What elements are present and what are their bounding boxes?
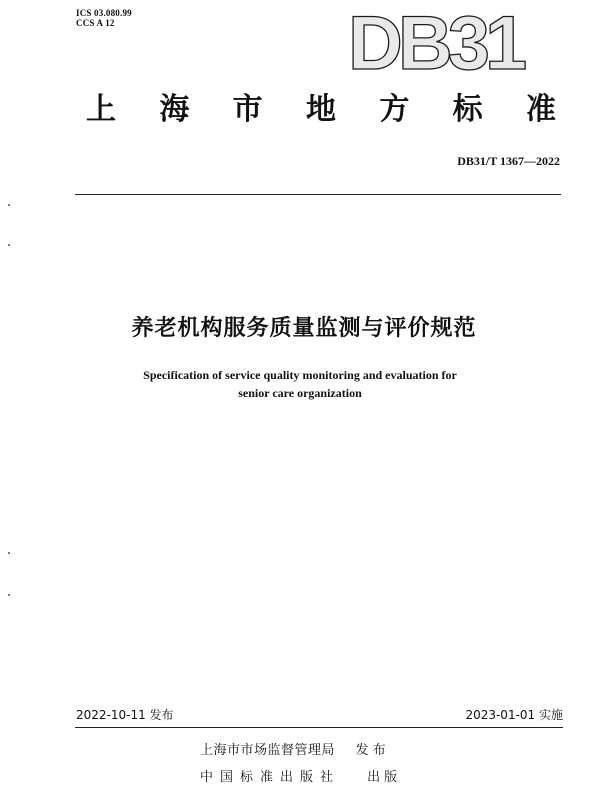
standard-number: DB31/T 1367—2022	[457, 154, 560, 168]
scan-artifact-dot	[8, 204, 10, 206]
top-divider	[75, 194, 561, 195]
bottom-divider	[75, 727, 563, 728]
publisher-role: 出版	[367, 770, 402, 785]
category-char: 市	[232, 92, 263, 127]
document-title-chinese: 养老机构服务质量监测与评价规范	[131, 316, 477, 341]
scan-artifact-dot	[8, 552, 10, 554]
publisher-name: 中国标准出版社	[200, 770, 341, 785]
ics-code: ICS 03.080.99	[76, 8, 132, 18]
db31-logo: DB31	[348, 1, 523, 86]
scan-artifact-dot	[8, 244, 10, 246]
ccs-code: CCS A 12	[76, 18, 115, 28]
document-title-english	[0, 366, 600, 402]
issue-date: 2022-10-11 发布	[76, 708, 174, 722]
implementation-date: 2023-01-01 实施	[465, 708, 563, 722]
category-char: 标	[452, 92, 483, 127]
category-char: 上	[86, 92, 116, 127]
publisher-row	[200, 770, 401, 786]
english-title-line-1: Specification of service quality monitoring and evaluation for	[143, 368, 457, 382]
english-title-line-2: senior care organization	[238, 386, 362, 400]
standard-category-title	[86, 90, 556, 130]
classification-codes	[76, 8, 132, 28]
category-char: 海	[159, 92, 190, 127]
publisher-name: 上海市市场监督管理局	[200, 743, 336, 758]
category-char: 准	[525, 92, 556, 127]
category-char: 方	[379, 92, 410, 127]
scan-artifact-dot	[8, 594, 10, 596]
publisher-role: 发布	[355, 743, 390, 758]
category-char: 地	[305, 92, 336, 127]
publisher-row	[200, 743, 390, 759]
